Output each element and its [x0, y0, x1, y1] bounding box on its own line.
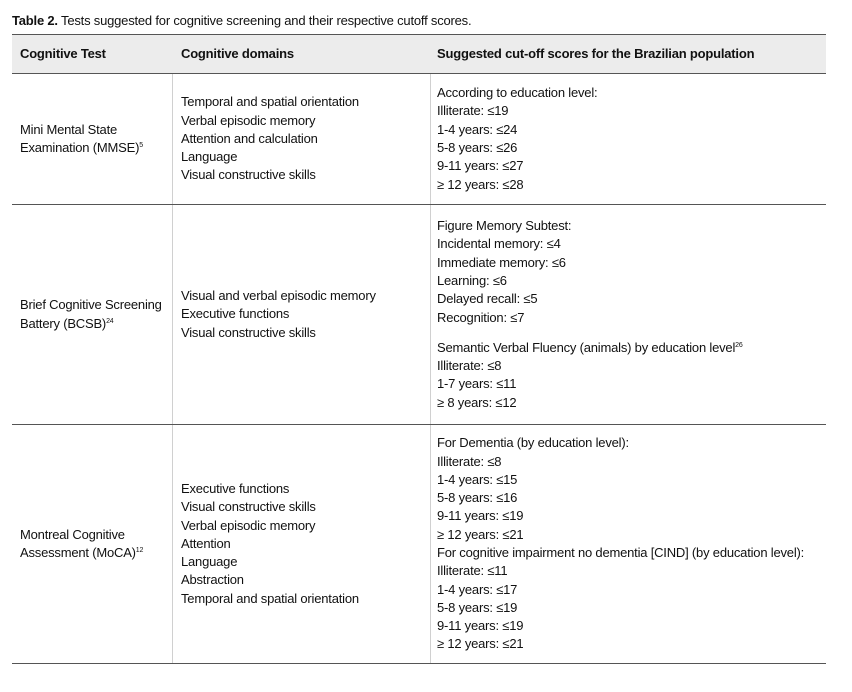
cutoff-item: 5-8 years: ≤19: [437, 599, 518, 615]
header-cutoff-scores: Suggested cut-off scores for the Brazilian population: [437, 46, 755, 61]
cutoff-item: 1-4 years: ≤15: [437, 471, 518, 487]
domain-item: Executive functions: [181, 306, 290, 322]
cutoff-item: For cognitive impairment no dementia [CIND] (by education level):: [437, 545, 805, 560]
domain-item: Abstraction: [181, 572, 244, 588]
reference-superscript: 12: [135, 547, 144, 554]
cutoff-item: Incidental memory: ≤4: [437, 236, 561, 252]
table-row: [12, 74, 826, 205]
cutoff-item: Figure Memory Subtest:: [437, 218, 572, 234]
column-divider: [172, 425, 173, 663]
cell-test-name: [20, 205, 170, 424]
domain-item: Verbal episodic memory: [181, 112, 316, 128]
test-name-line: [20, 315, 170, 333]
cutoff-subtitle-text: Semantic Verbal Fluency (animals) by education level: [437, 339, 736, 355]
test-name-line: [20, 139, 170, 157]
domain-item: Verbal episodic memory: [181, 517, 316, 533]
domain-item: Temporal and spatial orientation: [181, 94, 359, 110]
cutoff-item: 9-11 years: ≤27: [437, 158, 524, 174]
table-caption-label: Table 2.: [12, 13, 58, 28]
test-name-line: [20, 544, 170, 562]
domain-item: Executive functions: [181, 480, 290, 496]
table-row: [12, 425, 826, 664]
header-cognitive-test: Cognitive Test: [20, 46, 106, 61]
cutoff-item: Recognition: ≤7: [437, 309, 525, 325]
cutoff-item: Learning: ≤6: [437, 272, 507, 288]
cutoff-item: ≥ 12 years: ≤21: [437, 526, 524, 542]
domain-item: Attention and calculation: [181, 130, 318, 146]
test-name-line: Mini Mental State: [20, 121, 118, 137]
cutoff-item: 1-7 years: ≤11: [437, 376, 517, 392]
domain-item: Visual and verbal episodic memory: [181, 288, 376, 304]
cell-cutoffs: [437, 425, 822, 663]
domain-item: Visual constructive skills: [181, 324, 316, 340]
cutoff-item: According to education level:: [437, 85, 598, 101]
cell-domains: [181, 425, 431, 663]
test-name-text: Assessment (MoCA): [20, 545, 136, 560]
cutoff-item: Illiterate: ≤8: [437, 453, 502, 469]
test-name-line: Montreal Cognitive: [20, 526, 125, 542]
cutoff-item: 5-8 years: ≤26: [437, 140, 518, 155]
cognitive-tests-table: [12, 34, 826, 664]
column-divider: [172, 205, 173, 424]
header-cognitive-domains: Cognitive domains: [181, 46, 294, 61]
domain-item: Language: [181, 554, 238, 570]
cutoff-item: Immediate memory: ≤6: [437, 254, 566, 270]
cell-cutoffs: [437, 205, 822, 424]
domain-item: Temporal and spatial orientation: [181, 590, 359, 606]
cutoff-gap: [437, 327, 822, 339]
cutoff-item: 1-4 years: ≤17: [437, 581, 518, 597]
reference-superscript: 26: [735, 341, 743, 349]
cutoff-item: 9-11 years: ≤19: [437, 508, 524, 524]
cutoff-item: For Dementia (by education level):: [437, 435, 629, 451]
cutoff-item: ≥ 12 years: ≤21: [437, 636, 524, 652]
cutoff-item: Illiterate: ≤11: [437, 563, 508, 579]
cutoff-item: 1-4 years: ≤24: [437, 121, 518, 137]
cell-test-name: [20, 74, 170, 204]
test-name-text: Examination (MMSE): [20, 140, 140, 155]
cutoff-item: Illiterate: ≤8: [437, 358, 502, 374]
domain-item: Visual constructive skills: [181, 499, 316, 515]
reference-superscript: 5: [139, 142, 143, 149]
domain-item: Visual constructive skills: [181, 167, 316, 183]
test-name-line: Brief Cognitive Screening: [20, 297, 162, 313]
domain-item: Language: [181, 149, 238, 165]
cutoff-subtitle: [437, 339, 822, 357]
domain-item: Attention: [181, 535, 231, 551]
cell-domains: [181, 205, 431, 424]
cell-domains: [181, 74, 431, 204]
table-caption-text: Tests suggested for cognitive screening and their respective cutoff scores.: [57, 13, 472, 28]
test-name-text: Battery (BCSB): [20, 315, 107, 331]
cell-cutoffs: [437, 74, 822, 204]
reference-superscript: 24: [106, 317, 114, 325]
cutoff-item: ≥ 8 years: ≤12: [437, 394, 517, 410]
table-header-row: [12, 34, 826, 74]
cutoff-item: ≥ 12 years: ≤28: [437, 176, 524, 192]
cutoff-item: 9-11 years: ≤19: [437, 618, 524, 634]
table-caption: [12, 13, 471, 29]
column-divider: [172, 74, 173, 204]
table-row: [12, 205, 826, 425]
cutoff-item: Illiterate: ≤19: [437, 103, 509, 119]
cutoff-item: 5-8 years: ≤16: [437, 490, 518, 506]
cell-test-name: [20, 425, 170, 663]
cutoff-item: Delayed recall: ≤5: [437, 291, 538, 307]
